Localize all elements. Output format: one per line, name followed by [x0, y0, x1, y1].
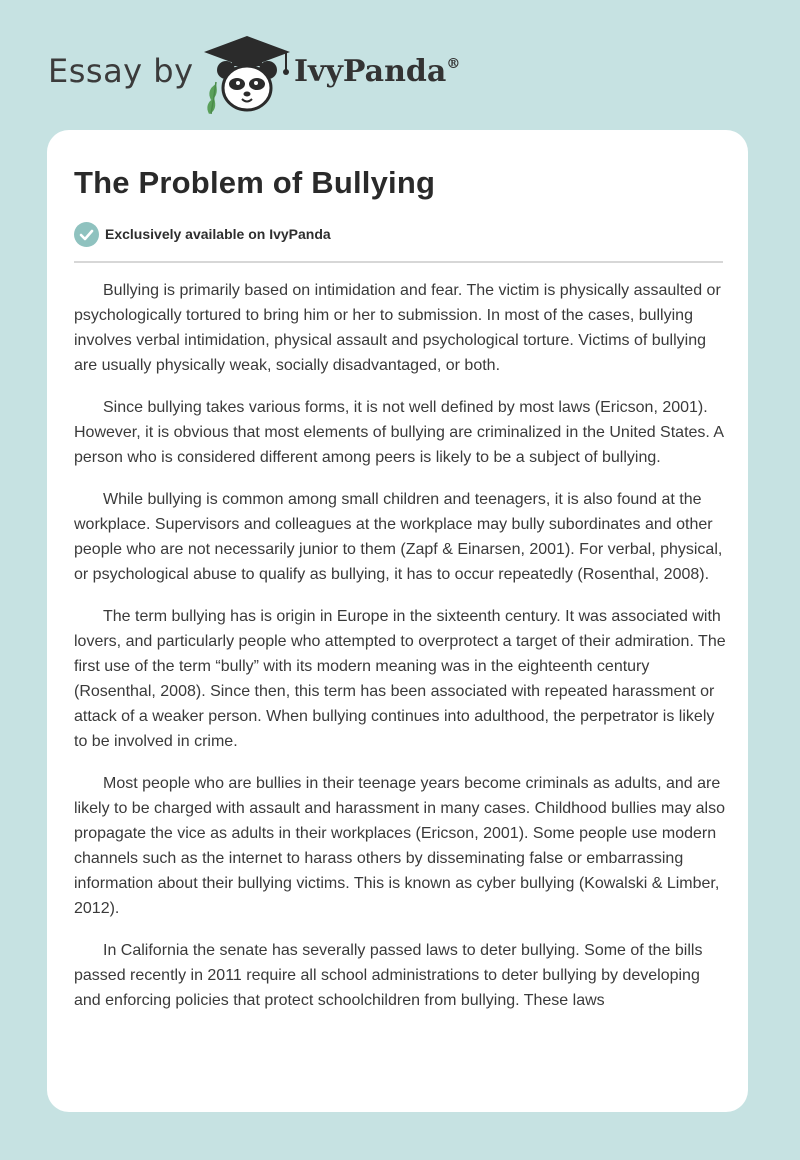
essay-title: The Problem of Bullying	[74, 165, 436, 200]
divider	[74, 261, 723, 263]
brand-name: IvyPanda®	[294, 54, 461, 89]
essay-body	[74, 278, 726, 1030]
panda-graduate-logo-icon	[202, 34, 292, 114]
check-circle-icon	[74, 222, 99, 247]
essay-card	[47, 130, 748, 1112]
essay-paragraph: Bullying is primarily based on intimidation and fear. The victim is physically assaulted or psychologically tortured to bring him or her to submission. In most of the cases, bullying involves verbal intimidation, physical assault and psychological torture. Victims of bullying are usually physically weak, socially disadvantaged, or both.	[74, 282, 721, 374]
essay-paragraph: The term bullying has is origin in Europe in the sixteenth century. It was associated with lovers, and particularly people who attempted to overprotect a target of their admiration. The first use of the term “bully” with its modern meaning was in the eighteenth century (Rosenthal, 2008). Since then, this term has been associated with repeated harassment or attack of a weaker person. When bullying continues into adulthood, the perpetrator is likely to be involved in crime.	[74, 608, 726, 750]
essay-paragraph: In California the senate has severally passed laws to deter bullying. Some of the bills passed recently in 2011 require all school administrations to deter bullying by developing and enforcing policies that protect schoolchildren from bullying. These laws	[74, 942, 703, 1009]
exclusive-badge-label: Exclusively available on IvyPanda	[105, 226, 331, 242]
brand-header[interactable]	[48, 34, 508, 114]
essay-paragraph: While bullying is common among small children and teenagers, it is also found at the workplace. Supervisors and colleagues at the workplace may bully subordinates and other people who are not necessarily junior to them (Zapf & Einarsen, 2001). For verbal, physical, or psychological abuse to qualify as bullying, it has to occur repeatedly (Rosenthal, 2008).	[74, 491, 723, 583]
essay-paragraph: Most people who are bullies in their teenage years become criminals as adults, and are likely to be charged with assault and harassment in many cases. Childhood bullies may also propagate the vice as adults in their workplaces (Ericson, 2001). Some people use modern channels such as the internet to harass others by disseminating false or embarrassing information about their bullying victims. This is known as cyber bullying (Kowalski & Limber, 2012).	[74, 775, 726, 917]
exclusive-badge	[74, 221, 331, 247]
brand-prefix: Essay by	[48, 52, 194, 90]
essay-paragraph: Since bullying takes various forms, it is not well defined by most laws (Ericson, 2001). However, it is obvious that most elements of bullying are criminalized in the United States. A person who is considered different among peers is likely to be a subject of bullying.	[74, 399, 724, 466]
